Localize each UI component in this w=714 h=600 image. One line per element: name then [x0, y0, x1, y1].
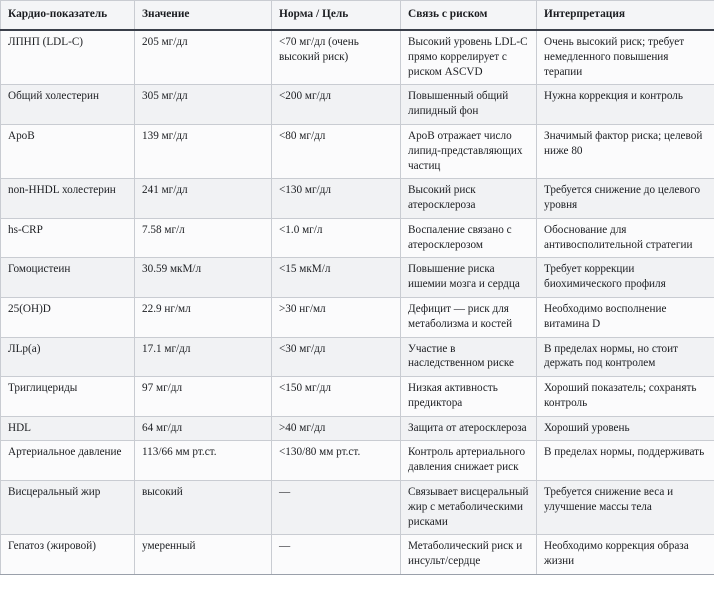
cell-indicator: ЛLp(a): [1, 337, 135, 377]
cell-risk: Повышение риска ишемии мозга и сердца: [401, 258, 537, 298]
column-header-target: Норма / Цель: [272, 1, 401, 31]
table-row: [1, 535, 714, 575]
cell-indicator: HDL: [1, 416, 135, 441]
table-row: [1, 258, 714, 298]
cell-value: высокий: [135, 481, 272, 535]
cell-value: 139 мг/дл: [135, 124, 272, 178]
cell-indicator: Висцеральный жир: [1, 481, 135, 535]
table-row: [1, 179, 714, 219]
cell-value: 205 мг/дл: [135, 30, 272, 85]
cell-value: умеренный: [135, 535, 272, 575]
table-header: [1, 1, 714, 31]
cell-target: <30 мг/дл: [272, 337, 401, 377]
cell-target: <15 мкМ/л: [272, 258, 401, 298]
table-row: [1, 377, 714, 417]
cell-risk: Связывает висцеральный жир с метаболическими рисками: [401, 481, 537, 535]
cell-indicator: Гепатоз (жировой): [1, 535, 135, 575]
table-row: [1, 416, 714, 441]
cell-indicator: ЛПНП (LDL-C): [1, 30, 135, 85]
table-body: [1, 30, 714, 574]
cell-interpretation: Необходимо восполнение витамина D: [537, 297, 714, 337]
cell-risk: Контроль артериального давления снижает риск: [401, 441, 537, 481]
cell-risk: Высокий риск атеросклероза: [401, 179, 537, 219]
cell-risk: Повышенный общий липидный фон: [401, 85, 537, 125]
table-row: [1, 85, 714, 125]
cell-risk: Высокий уровень LDL-C прямо коррелирует с риском ASCVD: [401, 30, 537, 85]
cell-interpretation: Нужна коррекция и контроль: [537, 85, 714, 125]
column-header-indicator: Кардио-показатель: [1, 1, 135, 31]
cell-value: 305 мг/дл: [135, 85, 272, 125]
cell-risk: Низкая активность предиктора: [401, 377, 537, 417]
cell-indicator: Общий холестерин: [1, 85, 135, 125]
cell-target: —: [272, 481, 401, 535]
cell-value: 113/66 мм рт.ст.: [135, 441, 272, 481]
cell-risk: Защита от атеросклероза: [401, 416, 537, 441]
column-header-risk: Связь с риском: [401, 1, 537, 31]
cell-target: <1.0 мг/л: [272, 218, 401, 258]
cell-value: 241 мг/дл: [135, 179, 272, 219]
cell-value: 17.1 мг/дл: [135, 337, 272, 377]
cell-risk: ApoB отражает число липид-представляющих частиц: [401, 124, 537, 178]
cell-value: 97 мг/дл: [135, 377, 272, 417]
table-row: [1, 218, 714, 258]
cell-indicator: ApoB: [1, 124, 135, 178]
cell-interpretation: В пределах нормы, поддерживать: [537, 441, 714, 481]
cell-value: 7.58 мг/л: [135, 218, 272, 258]
cell-target: >40 мг/дл: [272, 416, 401, 441]
cell-target: <70 мг/дл (очень высокий риск): [272, 30, 401, 85]
cell-risk: Дефицит — риск для метаболизма и костей: [401, 297, 537, 337]
table-row: [1, 124, 714, 178]
cell-indicator: Гомоцистеин: [1, 258, 135, 298]
cell-indicator: hs-CRP: [1, 218, 135, 258]
table-row: [1, 337, 714, 377]
cell-interpretation: Требует коррекции биохимического профиля: [537, 258, 714, 298]
cell-interpretation: Значимый фактор риска; целевой ниже 80: [537, 124, 714, 178]
cell-value: 30.59 мкМ/л: [135, 258, 272, 298]
cell-target: —: [272, 535, 401, 575]
table-row: [1, 441, 714, 481]
cell-indicator: 25(OH)D: [1, 297, 135, 337]
cell-target: >30 нг/мл: [272, 297, 401, 337]
cell-interpretation: В пределах нормы, но стоит держать под контролем: [537, 337, 714, 377]
cell-indicator: Триглицериды: [1, 377, 135, 417]
cell-interpretation: Хороший показатель; сохранять контроль: [537, 377, 714, 417]
cell-target: <130/80 мм рт.ст.: [272, 441, 401, 481]
cell-target: <150 мг/дл: [272, 377, 401, 417]
cell-interpretation: Требуется снижение до целевого уровня: [537, 179, 714, 219]
cell-target: <80 мг/дл: [272, 124, 401, 178]
cell-target: <130 мг/дл: [272, 179, 401, 219]
cell-interpretation: Требуется снижение веса и улучшение массы тела: [537, 481, 714, 535]
cell-target: <200 мг/дл: [272, 85, 401, 125]
column-header-value: Значение: [135, 1, 272, 31]
table-row: [1, 481, 714, 535]
cell-interpretation: Хороший уровень: [537, 416, 714, 441]
column-header-interpretation: Интерпретация: [537, 1, 714, 31]
cell-interpretation: Очень высокий риск; требует немедленного повышения терапии: [537, 30, 714, 85]
cell-indicator: Артериальное давление: [1, 441, 135, 481]
table-row: [1, 297, 714, 337]
cell-interpretation: Обоснование для антивосполительной стратегии: [537, 218, 714, 258]
cell-value: 64 мг/дл: [135, 416, 272, 441]
cell-risk: Воспаление связано с атеросклерозом: [401, 218, 537, 258]
table-row: [1, 30, 714, 85]
cell-risk: Метаболический риск и инсульт/сердце: [401, 535, 537, 575]
cell-value: 22.9 нг/мл: [135, 297, 272, 337]
cell-interpretation: Необходимо коррекция образа жизни: [537, 535, 714, 575]
cell-risk: Участие в наследственном риске: [401, 337, 537, 377]
table-header-row: [1, 1, 714, 31]
cell-indicator: non-HHDL холестерин: [1, 179, 135, 219]
